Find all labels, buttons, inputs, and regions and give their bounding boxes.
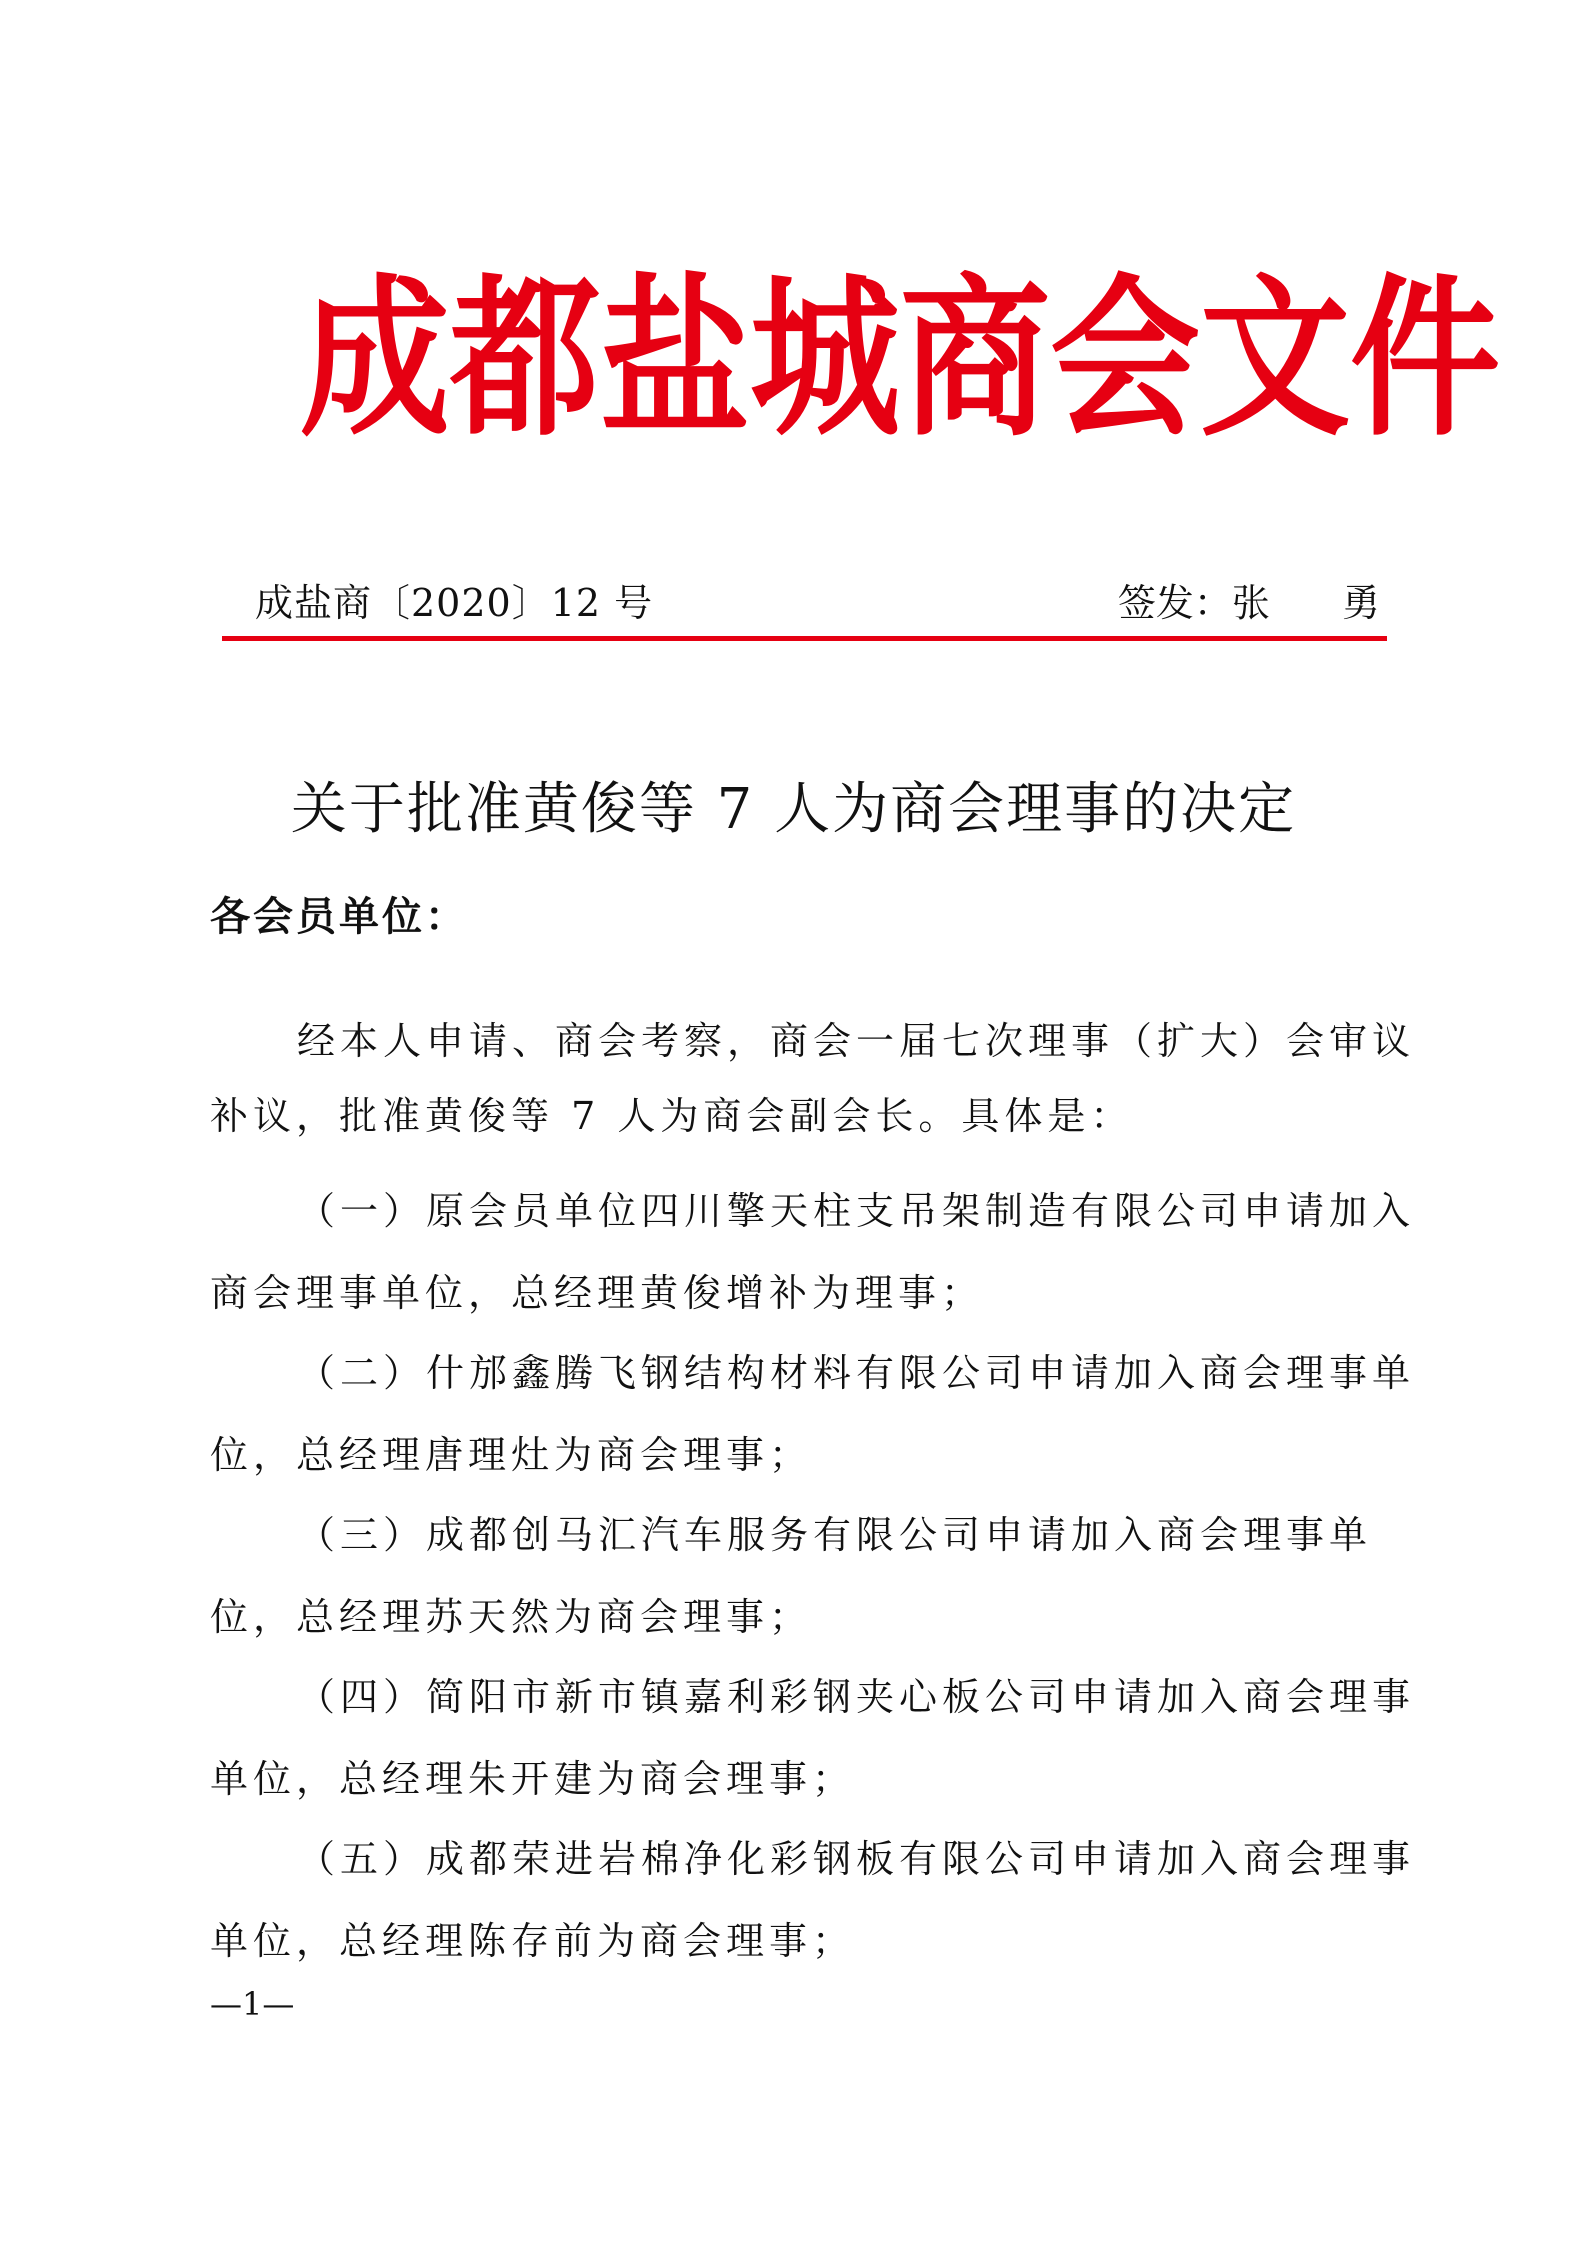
issuer-name: 张 勇 <box>1231 581 1410 625</box>
document-number: 成盐商〔2020〕12 号 <box>255 581 654 625</box>
body-line: 单位，总经理陈存前为商会理事； <box>210 1919 856 1963</box>
page-number: —1— <box>210 1985 295 2023</box>
body-line: （一）原会员单位四川擎天柱支吊架制造有限公司申请加入 <box>297 1189 1416 1233</box>
header-title-char: 盐 <box>600 259 751 461</box>
salutation: 各会员单位： <box>210 894 468 940</box>
header-title-char: 成 <box>300 259 451 461</box>
body-line: （二）什邡鑫腾飞钢结构材料有限公司申请加入商会理事单 <box>297 1351 1416 1395</box>
header-title-char: 商 <box>900 259 1051 461</box>
body-line: （五）成都荣进岩棉净化彩钢板有限公司申请加入商会理事 <box>297 1837 1416 1881</box>
header-title-char: 文 <box>1200 259 1351 461</box>
issuer-label: 签发： <box>1117 581 1232 625</box>
header-title-char: 件 <box>1350 259 1501 461</box>
body-line: （三）成都创马汇汽车服务有限公司申请加入商会理事单 <box>297 1513 1373 1557</box>
document-title: 关于批准黄俊等 7 人为商会理事的决定 <box>290 777 1297 842</box>
header-title-char: 城 <box>750 259 901 461</box>
header-title-char: 都 <box>450 259 601 461</box>
body-line: 单位，总经理朱开建为商会理事； <box>210 1757 856 1801</box>
header-title-char: 会 <box>1050 259 1201 461</box>
body-line: 补议，批准黄俊等 7 人为商会副会长。具体是： <box>210 1094 1134 1138</box>
body-line: 位，总经理苏天然为商会理事； <box>210 1595 813 1639</box>
body-line: 经本人申请、商会考察，商会一届七次理事（扩大）会审议 <box>297 1019 1416 1063</box>
issuer <box>1117 572 1410 627</box>
header-divider <box>222 636 1387 641</box>
document-header-title <box>300 239 1501 481</box>
body-line: （四）简阳市新市镇嘉利彩钢夹心板公司申请加入商会理事 <box>297 1675 1416 1719</box>
body-line: 位，总经理唐理灶为商会理事； <box>210 1433 813 1477</box>
body-line: 商会理事单位，总经理黄俊增补为理事； <box>210 1271 985 1315</box>
